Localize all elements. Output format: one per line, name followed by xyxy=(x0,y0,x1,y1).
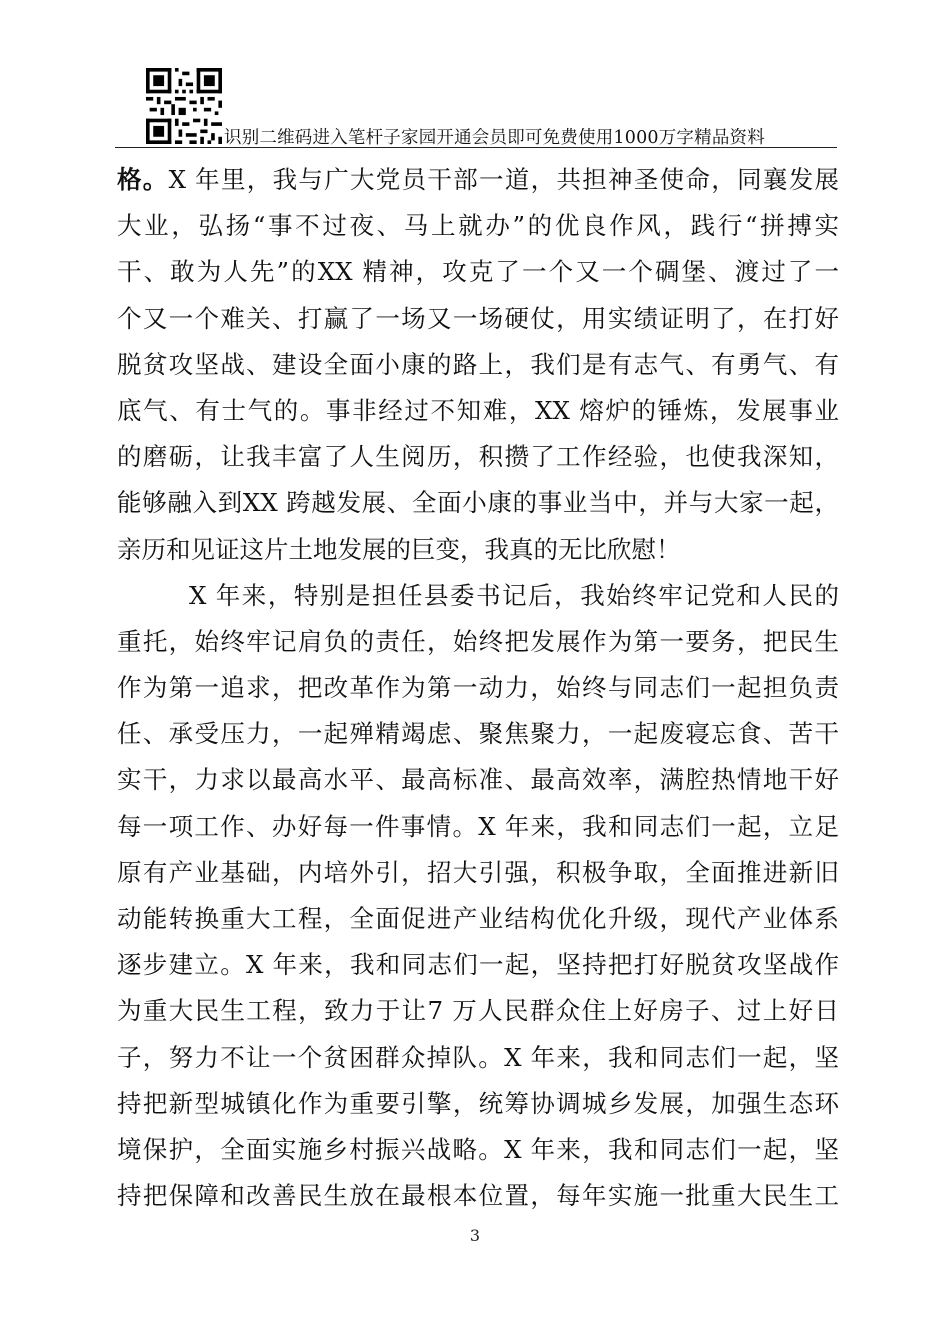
text-line: 脱贫攻坚战、建设全面小康的路上，我们是有志气、有勇气、有 xyxy=(117,349,839,379)
text-line: 实干，力求以最高水平、最高标准、最高效率，满腔热情地干好 xyxy=(117,765,839,795)
text-line: 为重大民生工程，致力于让7 万人民群众住上好房子、过上好日 xyxy=(117,996,839,1026)
text-line: 重托，始终牢记肩负的责任，始终把发展作为第一要务，把民生 xyxy=(117,626,839,656)
text-line: 大业，弘扬“事不过夜、马上就办”的优良作风，践行“拼搏实 xyxy=(117,211,839,241)
document-body xyxy=(117,157,839,1219)
text-line: X 年来，特别是担任县委书记后，我始终牢记党和人民的 xyxy=(189,580,839,610)
qr-code-icon xyxy=(146,68,222,144)
text-line: 的磨砺，让我丰富了人生阅历，积攒了工作经验，也使我深知， xyxy=(117,442,839,472)
text-line: 每一项工作、办好每一件事情。X 年来，我和同志们一起，立足 xyxy=(117,811,839,841)
header-divider xyxy=(115,147,837,148)
text-line: 境保护，全面实施乡村振兴战略。X 年来，我和同志们一起，坚 xyxy=(117,1134,839,1164)
text-line: 任、承受压力，一起殚精竭虑、聚焦聚力，一起废寝忘食、苦干 xyxy=(117,719,839,749)
text-line: 逐步建立。X 年来，我和同志们一起，坚持把打好脱贫攻坚战作 xyxy=(117,950,839,980)
text-line: 子，努力不让一个贫困群众掉队。X 年来，我和同志们一起，坚 xyxy=(117,1042,839,1072)
text-line: 干、敢为人先”的XX 精神，攻克了一个又一个碉堡、渡过了一 xyxy=(117,257,839,287)
paragraph-lead: 格。 xyxy=(117,165,169,194)
text-line: 动能转换重大工程，全面促进产业结构优化升级，现代产业体系 xyxy=(117,904,839,933)
text-line: 能够融入到XX 跨越发展、全面小康的事业当中，并与大家一起， xyxy=(117,488,839,518)
text-line: 底气、有士气的。事非经过不知难，XX 熔炉的锤炼，发展事业 xyxy=(117,395,839,425)
text-line: 原有产业基础，内培外引，招大引强，积极争取，全面推进新旧 xyxy=(117,857,839,887)
page-number: 3 xyxy=(469,1226,481,1245)
text-line: 个又一个难关、打赢了一场又一场硬仗，用实绩证明了，在打好 xyxy=(117,303,839,333)
header-promo-note: 识别二维码进入笔杆子家园开通会员即可免费使用1000万字精品资料 xyxy=(224,128,765,148)
text-line: 作为第一追求，把改革作为第一动力，始终与同志们一起担负责 xyxy=(117,673,839,703)
text-line: 格。X 年里，我与广大党员干部一道，共担神圣使命，同襄发展 xyxy=(117,165,839,194)
text-line: 持把保障和改善民生放在最根本位置，每年实施一批重大民生工 xyxy=(117,1181,839,1211)
text-line: 亲历和见证这片土地发展的巨变，我真的无比欣慰！ xyxy=(117,534,681,564)
text-line: 持把新型城镇化作为重要引擎，统筹协调城乡发展，加强生态环 xyxy=(117,1088,839,1118)
